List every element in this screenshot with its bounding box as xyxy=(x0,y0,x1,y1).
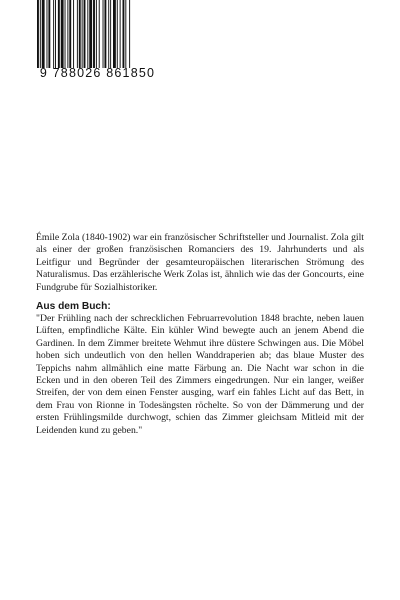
barcode-bar xyxy=(123,0,125,68)
barcode-bar xyxy=(37,0,39,68)
barcode-bar xyxy=(65,0,66,68)
barcode-bar xyxy=(47,0,48,68)
barcode-bar xyxy=(69,0,71,68)
barcode-bar xyxy=(87,0,88,68)
barcode-bar xyxy=(48,0,50,68)
barcode-bar xyxy=(113,0,116,68)
barcode-bar xyxy=(93,0,95,68)
barcode-bar xyxy=(82,0,83,68)
book-excerpt: "Der Frühling nach der schrecklichen Februarrevolution 1848 brachte, neben lauen Lüften, empfindliche Kälte. Ein kühler Wind bewegte auch an jenem Abend die Gardinen. In dem Zimmer breitete Wehmut ihre düstere Schwingen aus. Die Möbel hoben sich undeutlich von den hellen Wanddraperien ab; das blaue Muster des Teppichs nahm allmählich eine matte Färbung an. Die Nacht war schon in die Ecken und in den oberen Teil des Zimmers eingedrungen. Nur ein langer, weißer Streifen, der von dem einen Fenster ausging, warf ein fahles Licht auf das Bett, in dem Frau von Rionne in Todesängsten röchelte. So von der Dämmerung und der ersten Frühlingsmilde durchwogt, schien das Zimmer gleichsam Mitleid mit der Leidenden kund zu geben." xyxy=(36,313,364,436)
barcode-bar xyxy=(96,0,97,68)
barcode-bar xyxy=(117,0,118,68)
excerpt-heading: Aus dem Buch: xyxy=(36,301,111,312)
barcode-bar xyxy=(99,0,100,68)
barcode-bar xyxy=(120,0,121,68)
barcode-bar xyxy=(61,0,64,68)
barcode-bar xyxy=(73,0,74,68)
barcode-bar xyxy=(129,0,130,68)
barcode-bar xyxy=(77,0,78,68)
isbn-barcode xyxy=(36,0,159,86)
barcode-bar xyxy=(125,0,126,68)
barcode-bar xyxy=(40,0,41,68)
barcode-bar xyxy=(110,0,111,68)
barcode-number: 9 788026 861850 xyxy=(39,66,156,80)
barcode-bar xyxy=(67,0,68,68)
barcode-bar xyxy=(84,0,86,68)
barcode-bar xyxy=(104,0,106,68)
author-bio: Émile Zola (1840-1902) war ein französischer Schriftsteller und Journalist. Zola gilt als einer der großen französischen Romanciers des 19. Jahrhunderts und als Leitfigur und Begründer der gesamteuropäischen literarischen Strömung des Naturalismus. Das erzählerische Werk Zolas ist, ähnlich wie das der Goncourts, eine Fundgrube für Sozialhistoriker. xyxy=(36,232,364,293)
barcode-bar xyxy=(89,0,92,68)
barcode-bar xyxy=(42,0,45,68)
barcode-bar xyxy=(55,0,56,68)
barcode-bar xyxy=(58,0,60,68)
barcode-bar xyxy=(53,0,54,68)
barcode-bar xyxy=(103,0,104,68)
barcode-bar xyxy=(79,0,81,68)
barcode-bars-graphic xyxy=(36,0,159,68)
barcode-bar xyxy=(108,0,109,68)
